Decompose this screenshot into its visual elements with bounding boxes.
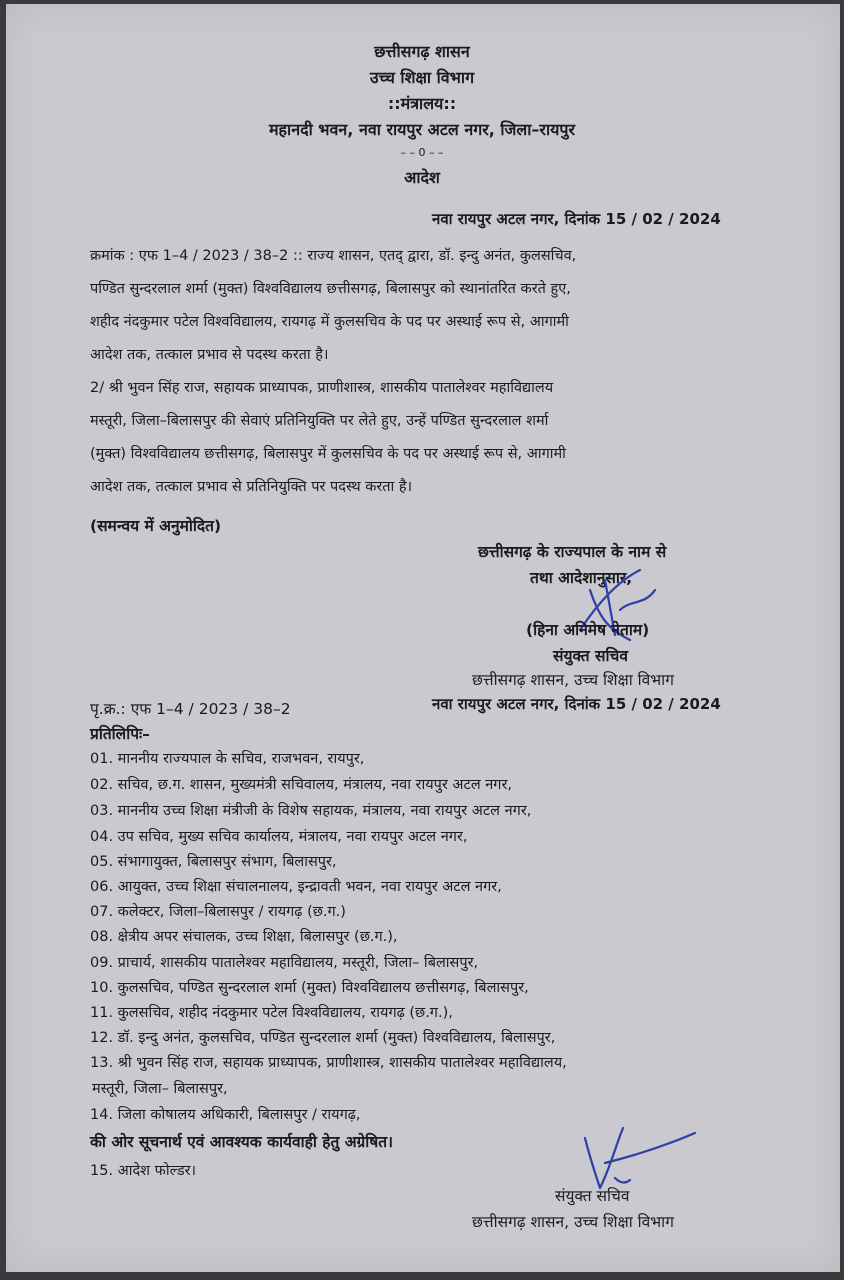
para1-line: आदेश तक, तत्काल प्रभाव से पदस्थ करता है। xyxy=(90,347,329,363)
header-divider: – – 0 – – xyxy=(400,146,444,159)
copy-item: 01. माननीय राज्यपाल के सचिव, राजभवन, रायपुर, xyxy=(90,751,365,767)
approval-note: (समन्वय में अनुमोदित) xyxy=(90,517,222,535)
copy-item: 03. माननीय उच्च शिक्षा मंत्रीजी के विशेष सहायक, मंत्रालय, नवा रायपुर अटल नगर, xyxy=(90,803,532,819)
para2-line: आदेश तक, तत्काल प्रभाव से प्रतिनियुक्ति पर पदस्थ करता है। xyxy=(90,479,413,495)
copy-item: 15. आदेश फोल्डर। xyxy=(90,1163,197,1179)
copy-item: 10. कुलसचिव, पण्डित सुन्दरलाल शर्मा (मुक्त) विश्वविद्यालय छत्तीसगढ़, बिलासपुर, xyxy=(90,980,529,996)
order-date: नवा रायपुर अटल नगर, दिनांक 15 / 02 / 2024 xyxy=(432,210,721,228)
authority-line: छत्तीसगढ़ के राज्यपाल के नाम से xyxy=(478,543,667,561)
para2-line: 2/ श्री भुवन सिंह राज, सहायक प्राध्यापक, प्राणीशास्त्र, शासकीय पातालेश्वर महाविद्यालय xyxy=(90,380,554,396)
copy-item: 11. कुलसचिव, शहीद नंदकुमार पटेल विश्वविद्यालय, रायगढ़ (छ.ग.), xyxy=(90,1005,453,1021)
copy-item: 05. संभागायुक्त, बिलासपुर संभाग, बिलासपुर, xyxy=(90,854,337,870)
copy-item: 06. आयुक्त, उच्च शिक्षा संचालनालय, इन्द्रावती भवन, नवा रायपुर अटल नगर, xyxy=(90,879,502,895)
order-title: आदेश xyxy=(404,168,440,187)
copy-label: प्रतिलिपिः– xyxy=(90,725,150,743)
header-department: उच्च शिक्षा विभाग xyxy=(369,68,475,87)
copy-item: 12. डॉ. इन्दु अनंत, कुलसचिव, पण्डित सुन्दरलाल शर्मा (मुक्त) विश्वविद्यालय, बिलासपुर, xyxy=(90,1030,556,1046)
header-ministry: ::मंत्रालय:: xyxy=(387,94,457,113)
copy-item: 09. प्राचार्य, शासकीय पातालेश्वर महाविद्यालय, मस्तूरी, जिला– बिलासपुर, xyxy=(90,955,479,971)
para1-line: शहीद नंदकुमार पटेल विश्वविद्यालय, रायगढ़ में कुलसचिव के पद पर अस्थाई रूप से, आगामी xyxy=(90,314,569,330)
copy-item: 07. कलेक्टर, जिला–बिलासपुर / रायगढ़ (छ.ग.) xyxy=(90,904,346,920)
header-government: छत्तीसगढ़ शासन xyxy=(374,42,470,61)
footer-department: छत्तीसगढ़ शासन, उच्च शिक्षा विभाग xyxy=(472,1213,674,1231)
copy-item: 08. क्षेत्रीय अपर संचालक, उच्च शिक्षा, बिलासपुर (छ.ग.), xyxy=(90,929,398,945)
copy-item-continued: मस्तूरी, जिला– बिलासपुर, xyxy=(92,1081,228,1097)
header-address: महानदी भवन, नवा रायपुर अटल नगर, जिला–रायपुर xyxy=(268,120,576,139)
footer-designation: संयुक्त सचिव xyxy=(555,1187,630,1205)
para1-line: पण्डित सुन्दरलाल शर्मा (मुक्त) विश्वविद्यालय छत्तीसगढ़, बिलासपुर को स्थानांतरित करते हुए, xyxy=(90,281,571,297)
endorsement-number: पृ.क्र.: एफ 1–4 / 2023 / 38–2 xyxy=(90,700,291,718)
copy-item: 04. उप सचिव, मुख्य सचिव कार्यालय, मंत्रालय, नवा रायपुर अटल नगर, xyxy=(90,829,468,845)
para1-line: क्रमांक : एफ 1–4 / 2023 / 38–2 :: राज्य शासन, एतद् द्वारा, डॉ. इन्दु अनंत, कुलसचिव, xyxy=(90,248,577,264)
copy-item: 02. सचिव, छ.ग. शासन, मुख्यमंत्री सचिवालय, मंत्रालय, नवा रायपुर अटल नगर, xyxy=(90,777,513,793)
endorsement-date: नवा रायपुर अटल नगर, दिनांक 15 / 02 / 2024 xyxy=(432,695,721,713)
signatory-name: (हिना अनिमेष नेताम) xyxy=(526,621,650,639)
copy-item: 13. श्री भुवन सिंह राज, सहायक प्राध्यापक, प्राणीशास्त्र, शासकीय पातालेश्वर महाविद्यालय, xyxy=(90,1055,567,1071)
authority-line: तथा आदेशानुसार, xyxy=(530,569,633,587)
para2-line: (मुक्त) विश्वविद्यालय छत्तीसगढ़, बिलासपुर में कुलसचिव के पद पर अस्थाई रूप से, आगामी xyxy=(90,446,566,462)
copy-item: 14. जिला कोषालय अधिकारी, बिलासपुर / रायगढ़, xyxy=(90,1107,361,1123)
forward-note: की ओर सूचनार्थ एवं आवश्यक कार्यवाही हेतु अग्रेषित। xyxy=(90,1133,393,1151)
signatory-department: छत्तीसगढ़ शासन, उच्च शिक्षा विभाग xyxy=(472,671,674,689)
signatory-designation: संयुक्त सचिव xyxy=(553,647,628,665)
para2-line: मस्तूरी, जिला–बिलासपुर की सेवाएं प्रतिनियुक्ति पर लेते हुए, उन्हें पण्डित सुन्दरलाल शर्मा xyxy=(90,413,549,429)
